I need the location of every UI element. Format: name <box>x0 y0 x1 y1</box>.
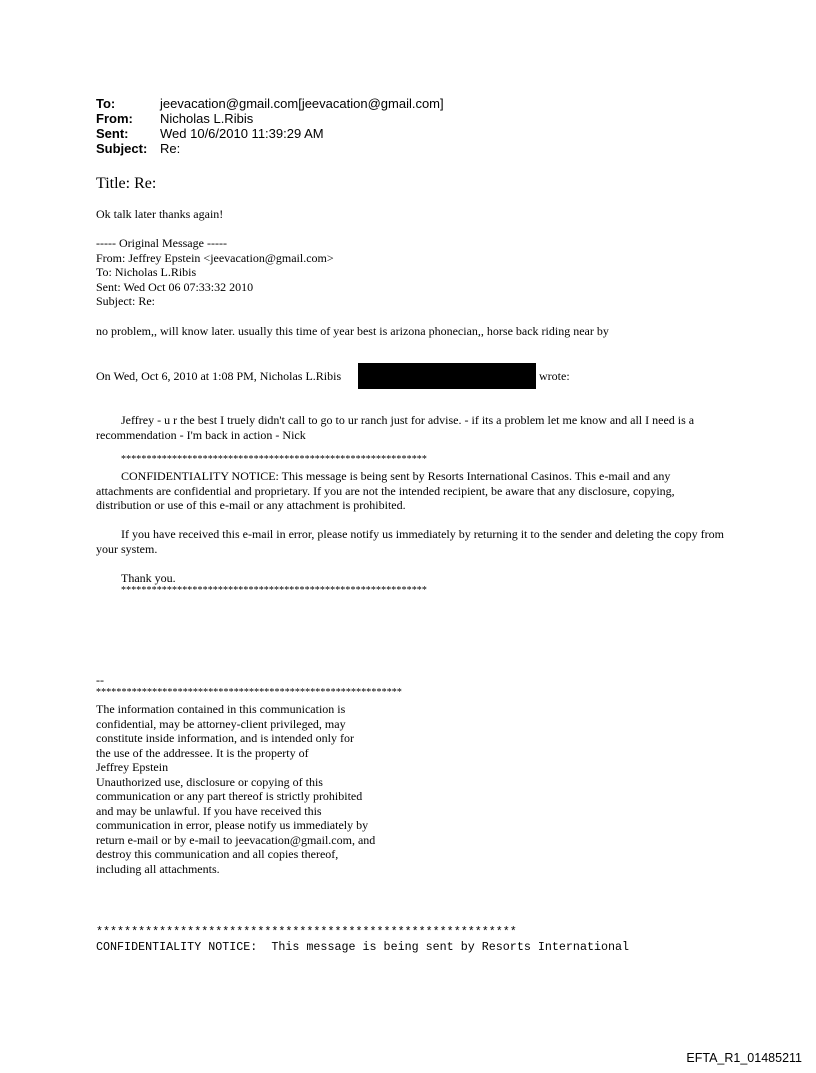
signature-line: The information contained in this communication is <box>96 702 346 716</box>
resorts-stars-bottom: ************************************************************ <box>121 585 427 596</box>
redaction-box <box>358 363 536 389</box>
original-subject: Subject: Re: <box>96 294 155 308</box>
subject-value: Re: <box>160 141 181 156</box>
original-from: From: Jeffrey Epstein <jeevacation@gmail.com> <box>96 250 334 265</box>
original-sent: Sent: Wed Oct 06 07:33:32 2010 <box>96 279 254 294</box>
email-title: Title: Re: <box>96 175 157 192</box>
quote-intro-left: On Wed, Oct 6, 2010 at 1:08 PM, Nicholas L.Ribis <box>96 369 342 383</box>
signature-line: Unauthorized use, disclosure or copying of this <box>96 774 323 789</box>
subject-label: Subject: <box>96 141 148 156</box>
signature-line: communication or any part thereof is strictly prohibited <box>96 789 363 803</box>
reply-body: Ok talk later thanks again! <box>96 207 224 221</box>
nick-message: Jeffrey - u r the best I truely didn't call to go to ur ranch just for advise. - if its a problem let me know and all I need is a recommendation - I'm back in action - Nick <box>96 413 695 442</box>
resorts-stars-top: ************************************************************ <box>121 454 427 465</box>
original-to: To: Nicholas L.Ribis <box>96 265 197 279</box>
epstein-reply: no problem,, will know later. usually this time of year best is arizona phonecian,, horse back riding near by <box>96 324 609 338</box>
mono-confidentiality-notice: CONFIDENTIALITY NOTICE: This message is being sent by Resorts International <box>96 940 630 954</box>
header-sent-row <box>96 126 444 141</box>
original-message-divider: ----- Original Message ----- <box>96 236 227 250</box>
original-message-block <box>96 236 334 309</box>
header-from-row <box>96 111 444 126</box>
header-to-row <box>96 96 444 111</box>
signature-line: and may be unlawful. If you have received this <box>96 803 322 818</box>
from-value: Nicholas L.Ribis <box>160 111 254 126</box>
signature-line: constitute inside information, and is intended only for <box>96 731 354 745</box>
signature-line: communication in error, please notify us immediately by <box>96 818 369 832</box>
email-header <box>96 96 444 156</box>
document-id: EFTA_R1_01485211 <box>686 1051 802 1065</box>
to-value: jeevacation@gmail.com[jeevacation@gmail.com] <box>160 96 444 111</box>
signature-stars: ************************************************************ <box>96 687 402 698</box>
to-label: To: <box>96 96 116 111</box>
header-subject-row <box>96 141 444 156</box>
signature-line: return e-mail or by e-mail to jeevacation@gmail.com, and <box>96 832 376 847</box>
signature-line: the use of the addressee. It is the property of <box>96 745 309 760</box>
signature-line: confidential, may be attorney-client privileged, may <box>96 716 346 731</box>
resorts-thanks: Thank you. <box>121 571 176 585</box>
signature-dashes: -- <box>96 673 104 687</box>
signature-line: destroy this communication and all copies thereof, <box>96 847 339 861</box>
sent-value: Wed 10/6/2010 11:39:29 AM <box>160 126 324 141</box>
from-label: From: <box>96 111 133 126</box>
signature-disclaimer <box>96 702 375 876</box>
mono-stars: ************************************************************ <box>96 925 517 939</box>
sent-label: Sent: <box>96 126 129 141</box>
resorts-error-notice: If you have received this e-mail in error, please notify us immediately by returning it to the sender and deleting the copy from your system. <box>96 527 724 556</box>
resorts-confidentiality-notice: CONFIDENTIALITY NOTICE: This message is being sent by Resorts International Casinos. This e-mail and any attachments are confidential and proprietary. If you are not the intended recipient, be aware that any disclosure, copying, distribution or use of this e-mail or any attachment is prohibited. <box>96 469 675 512</box>
signature-line: Jeffrey Epstein <box>96 760 169 774</box>
quote-intro-right: wrote: <box>539 369 570 383</box>
signature-line: including all attachments. <box>96 861 220 876</box>
